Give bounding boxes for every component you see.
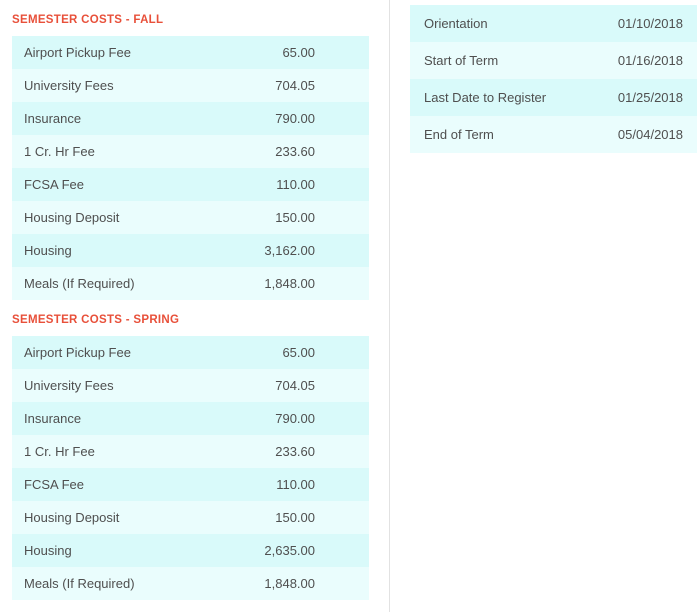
cost-value: 1,848.00 [202, 267, 369, 300]
important-dates-column [410, 0, 697, 612]
table-row [410, 79, 697, 116]
cost-value: 704.05 [202, 69, 369, 102]
cost-value: 790.00 [202, 102, 369, 135]
table-row [410, 116, 697, 153]
cost-value: 150.00 [202, 501, 369, 534]
table-row [12, 336, 369, 369]
table-row [12, 402, 369, 435]
table-row [12, 36, 369, 69]
cost-label: FCSA Fee [12, 168, 202, 201]
cost-value: 233.60 [202, 135, 369, 168]
cost-value: 150.00 [202, 201, 369, 234]
table-row [12, 69, 369, 102]
cost-label: University Fees [12, 369, 202, 402]
cost-label: FCSA Fee [12, 468, 202, 501]
semester-costs-spring-table [12, 336, 369, 600]
important-dates-table [410, 5, 697, 153]
table-row [12, 435, 369, 468]
date-value: 01/16/2018 [582, 42, 697, 79]
cost-value: 65.00 [202, 336, 369, 369]
date-label: End of Term [410, 116, 582, 153]
cost-label: Meals (If Required) [12, 267, 202, 300]
table-row [12, 201, 369, 234]
cost-label: Airport Pickup Fee [12, 336, 202, 369]
table-row [12, 135, 369, 168]
table-row [12, 369, 369, 402]
cost-label: Insurance [12, 402, 202, 435]
date-value: 01/25/2018 [582, 79, 697, 116]
table-row [12, 234, 369, 267]
cost-value: 110.00 [202, 468, 369, 501]
cost-value: 790.00 [202, 402, 369, 435]
table-row [12, 567, 369, 600]
cost-value: 110.00 [202, 168, 369, 201]
date-label: Orientation [410, 5, 582, 42]
semester-costs-fall-title: SEMESTER COSTS - FALL [12, 14, 164, 26]
cost-label: Housing Deposit [12, 501, 202, 534]
table-row [12, 267, 369, 300]
table-row [12, 102, 369, 135]
cost-value: 233.60 [202, 435, 369, 468]
cost-label: Airport Pickup Fee [12, 36, 202, 69]
date-label: Start of Term [410, 42, 582, 79]
table-row [410, 42, 697, 79]
cost-value: 3,162.00 [202, 234, 369, 267]
table-row [12, 168, 369, 201]
cost-value: 1,848.00 [202, 567, 369, 600]
cost-label: Insurance [12, 102, 202, 135]
table-row [12, 501, 369, 534]
semester-costs-fall-table [12, 36, 369, 300]
cost-label: University Fees [12, 69, 202, 102]
semester-costs-spring-section [0, 300, 389, 600]
cost-value: 704.05 [202, 369, 369, 402]
table-row [12, 468, 369, 501]
semester-costs-spring-title: SEMESTER COSTS - SPRING [12, 314, 180, 326]
date-label: Last Date to Register [410, 79, 582, 116]
table-row [12, 534, 369, 567]
cost-label: Housing Deposit [12, 201, 202, 234]
cost-label: Housing [12, 534, 202, 567]
cost-label: 1 Cr. Hr Fee [12, 435, 202, 468]
cost-label: Housing [12, 234, 202, 267]
semester-costs-fall-section [0, 0, 389, 300]
table-row [410, 5, 697, 42]
cost-value: 65.00 [202, 36, 369, 69]
cost-label: 1 Cr. Hr Fee [12, 135, 202, 168]
date-value: 01/10/2018 [582, 5, 697, 42]
cost-value: 2,635.00 [202, 534, 369, 567]
cost-label: Meals (If Required) [12, 567, 202, 600]
date-value: 05/04/2018 [582, 116, 697, 153]
